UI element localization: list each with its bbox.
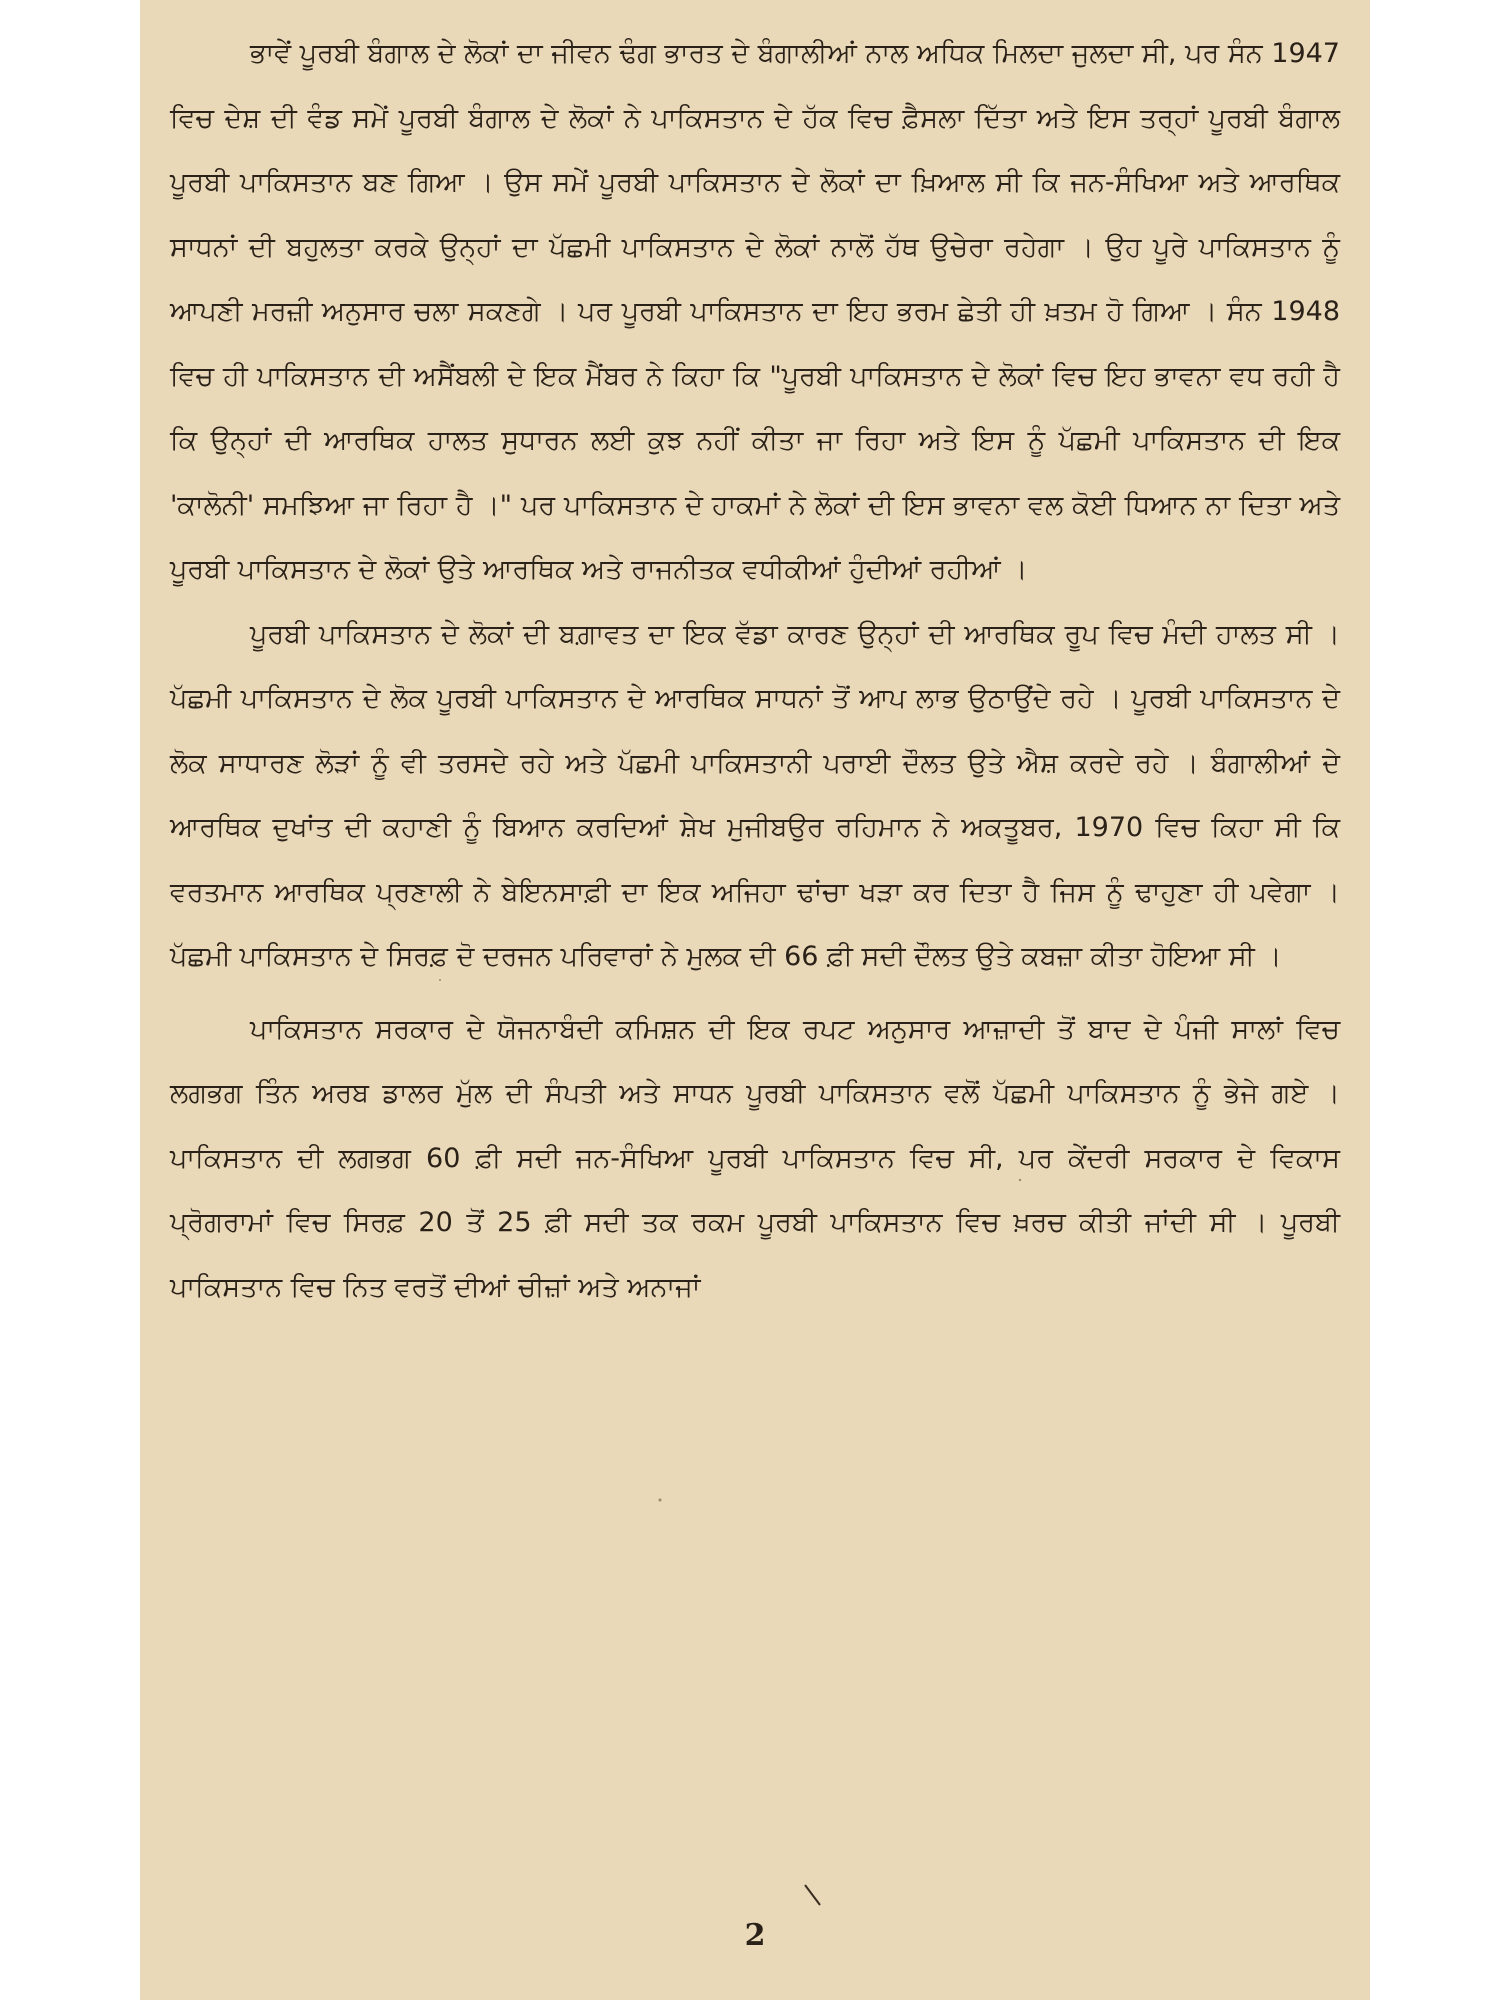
paragraph-1: ਭਾਵੇਂ ਪੂਰਬੀ ਬੰਗਾਲ ਦੇ ਲੋਕਾਂ ਦਾ ਜੀਵਨ ਢੰਗ ਭਾਰਤ ਦੇ ਬੰਗਾਲੀਆਂ ਨਾਲ ਅਧਿਕ ਮਿਲਦਾ ਜੁਲਦਾ ਸੀ, ਪਰ ਸੰਨ 1947 ਵਿਚ ਦੇਸ਼ ਦੀ ਵੰਡ ਸਮੇਂ ਪੂਰਬੀ ਬੰਗਾਲ ਦੇ ਲੋਕਾਂ ਨੇ ਪਾਕਿਸਤਾਨ ਦੇ ਹੱਕ ਵਿਚ ਫ਼ੈਸਲਾ ਦਿੱਤਾ ਅਤੇ ਇਸ ਤਰ੍ਹਾਂ ਪੂਰਬੀ ਬੰਗਾਲ ਪੂਰਬੀ ਪਾਕਿਸਤਾਨ ਬਣ ਗਿਆ । ਉਸ ਸਮੇਂ ਪੂਰਬੀ ਪਾਕਿਸਤਾਨ ਦੇ ਲੋਕਾਂ ਦਾ ਖ਼ਿਆਲ ਸੀ ਕਿ ਜਨ-ਸੰਖਿਆ ਅਤੇ ਆਰਥਿਕ ਸਾਧਨਾਂ ਦੀ ਬਹੁਲਤਾ ਕਰਕੇ ਉਨ੍ਹਾਂ ਦਾ ਪੱਛਮੀ ਪਾਕਿਸਤਾਨ ਦੇ ਲੋਕਾਂ ਨਾਲੋਂ ਹੱਥ ਉਚੇਰਾ ਰਹੇਗਾ । ਉਹ ਪੂਰੇ ਪਾਕਿਸਤਾਨ ਨੂੰ ਆਪਣੀ ਮਰਜ਼ੀ ਅਨੁਸਾਰ ਚਲਾ ਸਕਣਗੇ । ਪਰ ਪੂਰਬੀ ਪਾਕਿਸਤਾਨ ਦਾ ਇਹ ਭਰਮ ਛੇਤੀ ਹੀ ਖ਼ਤਮ ਹੋ ਗਿਆ । ਸੰਨ 1948 ਵਿਚ ਹੀ ਪਾਕਿਸਤਾਨ ਦੀ ਅਸੈਂਬਲੀ ਦੇ ਇਕ ਮੈਂਬਰ ਨੇ ਕਿਹਾ ਕਿ "ਪੂਰਬੀ ਪਾਕਿਸਤਾਨ ਦੇ ਲੋਕਾਂ ਵਿਚ ਇਹ ਭਾਵਨਾ ਵਧ ਰਹੀ ਹੈ ਕਿ ਉਨ੍ਹਾਂ ਦੀ ਆਰਥਿਕ ਹਾਲਤ ਸੁਧਾਰਨ ਲਈ ਕੁਝ ਨਹੀਂ ਕੀਤਾ ਜਾ ਰਿਹਾ ਅਤੇ ਇਸ ਨੂੰ ਪੱਛਮੀ ਪਾਕਿਸਤਾਨ ਦੀ ਇਕ 'ਕਾਲੋਨੀ' ਸਮਝਿਆ ਜਾ ਰਿਹਾ ਹੈ ।" ਪਰ ਪਾਕਿਸਤਾਨ ਦੇ ਹਾਕਮਾਂ ਨੇ ਲੋਕਾਂ ਦੀ ਇਸ ਭਾਵਨਾ ਵਲ ਕੋਈ ਧਿਆਨ ਨਾ ਦਿਤਾ ਅਤੇ ਪੂਰਬੀ ਪਾਕਿਸਤਾਨ ਦੇ ਲੋਕਾਂ ਉਤੇ ਆਰਥਿਕ ਅਤੇ ਰਾਜਨੀਤਕ ਵਧੀਕੀਆਂ ਹੁੰਦੀਆਂ ਰਹੀਆਂ । <box>170 38 1340 585</box>
paragraph-3: ਪਾਕਿਸਤਾਨ ਸਰਕਾਰ ਦੇ ਯੋਜਨਾਬੰਦੀ ਕਮਿਸ਼ਨ ਦੀ ਇਕ ਰਪਟ ਅਨੁਸਾਰ ਆਜ਼ਾਦੀ ਤੋਂ ਬਾਦ ਦੇ ਪੰਜੀ ਸਾਲਾਂ ਵਿਚ ਲਗਭਗ ਤਿੰਨ ਅਰਬ ਡਾਲਰ ਮੁੱਲ ਦੀ ਸੰਪਤੀ ਅਤੇ ਸਾਧਨ ਪੂਰਬੀ ਪਾਕਿਸਤਾਨ ਵਲੋਂ ਪੱਛਮੀ ਪਾਕਿਸਤਾਨ ਨੂੰ ਭੇਜੇ ਗਏ । ਪਾਕਿਸਤਾਨ ਦੀ ਲਗਭਗ 60 ਫ਼ੀ ਸਦੀ ਜਨ-ਸੰਖਿਆ ਪੂਰਬੀ ਪਾਕਿਸਤਾਨ ਵਿਚ ਸੀ, ਪਰ ਕੇਂਦਰੀ ਸਰਕਾਰ ਦੇ ਵਿਕਾਸ ਪ੍ਰੋਗਰਾਮਾਂ ਵਿਚ ਸਿਰਫ਼ 20 ਤੋਂ 25 ਫ਼ੀ ਸਦੀ ਤਕ ਰਕਮ ਪੂਰਬੀ ਪਾਕਿਸਤਾਨ ਵਿਚ ਖ਼ਰਚ ਕੀਤੀ ਜਾਂਦੀ ਸੀ । ਪੂਰਬੀ ਪਾਕਿਸਤਾਨ ਵਿਚ ਨਿਤ ਵਰਤੋਂ ਦੀਆਂ ਚੀਜ਼ਾਂ ਅਤੇ ਅਨਾਜਾਂ <box>170 1013 1340 1303</box>
page-number: 2 <box>744 1918 766 1953</box>
paragraph-2: ਪੂਰਬੀ ਪਾਕਿਸਤਾਨ ਦੇ ਲੋਕਾਂ ਦੀ ਬਗ਼ਾਵਤ ਦਾ ਇਕ ਵੱਡਾ ਕਾਰਣ ਉਨ੍ਹਾਂ ਦੀ ਆਰਥਿਕ ਰੂਪ ਵਿਚ ਮੰਦੀ ਹਾਲਤ ਸੀ । ਪੱਛਮੀ ਪਾਕਿਸਤਾਨ ਦੇ ਲੋਕ ਪੂਰਬੀ ਪਾਕਿਸਤਾਨ ਦੇ ਆਰਥਿਕ ਸਾਧਨਾਂ ਤੋਂ ਆਪ ਲਾਭ ਉਠਾਉਂਦੇ ਰਹੇ । ਪੂਰਬੀ ਪਾਕਿਸਤਾਨ ਦੇ ਲੋਕ ਸਾਧਾਰਣ ਲੋੜਾਂ ਨੂੰ ਵੀ ਤਰਸਦੇ ਰਹੇ ਅਤੇ ਪੱਛਮੀ ਪਾਕਿਸਤਾਨੀ ਪਰਾਈ ਦੌਲਤ ਉਤੇ ਐਸ਼ ਕਰਦੇ ਰਹੇ । ਬੰਗਾਲੀਆਂ ਦੇ ਆਰਥਿਕ ਦੁਖਾਂਤ ਦੀ ਕਹਾਣੀ ਨੂੰ ਬਿਆਨ ਕਰਦਿਆਂ ਸ਼ੇਖ ਮੁਜੀਬਉਰ ਰਹਿਮਾਨ ਨੇ ਅਕਤੂਬਰ, 1970 ਵਿਚ ਕਿਹਾ ਸੀ ਕਿ ਵਰਤਮਾਨ ਆਰਥਿਕ ਪ੍ਰਣਾਲੀ ਨੇ ਬੇਇਨਸਾਫ਼ੀ ਦਾ ਇਕ ਅਜਿਹਾ ਢਾਂਚਾ ਖੜਾ ਕਰ ਦਿਤਾ ਹੈ ਜਿਸ ਨੂੰ ਢਾਹੁਣਾ ਹੀ ਪਵੇਗਾ । ਪੱਛਮੀ ਪਾਕਿਸਤਾਨ ਦੇ ਸਿਰਫ਼ ਦੋ ਦਰਜਨ ਪਰਿਵਾਰਾਂ ਨੇ ਮੁਲਕ ਦੀ 66 ਫ਼ੀ ਸਦੀ ਦੌਲਤ ਉਤੇ ਕਬਜ਼ਾ ਕੀਤਾ ਹੋਇਆ ਸੀ । <box>170 618 1340 972</box>
body-text <box>170 22 1340 1320</box>
book-page <box>140 0 1370 2000</box>
